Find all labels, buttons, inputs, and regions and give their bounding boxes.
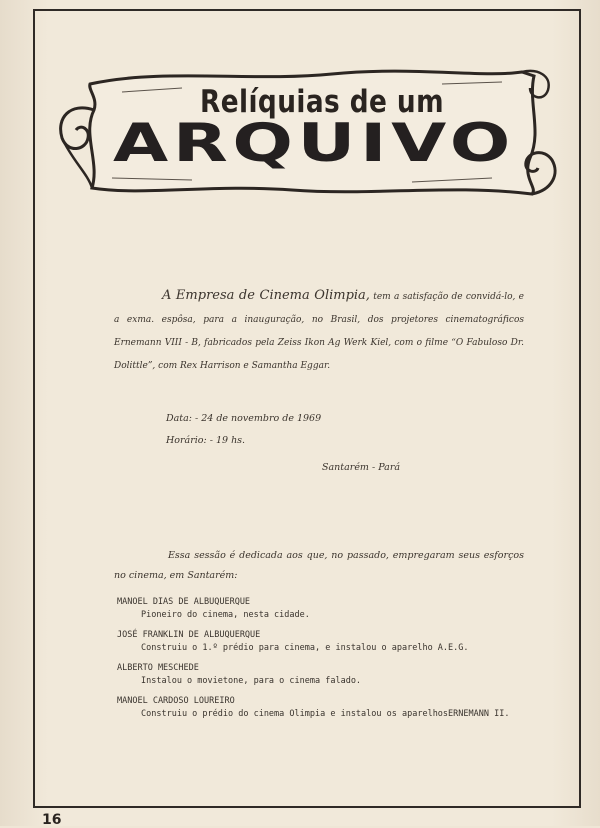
honorees-list <box>117 596 537 728</box>
invitation-paragraph <box>114 284 524 378</box>
honoree-name: MANOEL DIAS DE ALBUQUERQUE <box>117 597 251 607</box>
invitation-body: tem a satisfação de convidá-lo, e a exma. espôsa, para a inauguração, no Brasil, dos projetores cinematográficos Ernemann VIII - B, fabricados pela Zeiss Ikon Ag Werk Kiel, com o filme “O Fabuloso Dr. Dolittle”, com Rex Harrison e Samantha Eggar. <box>114 292 524 371</box>
scroll-banner <box>52 62 564 202</box>
event-place: Santarém - Pará <box>322 462 401 473</box>
dedication-text: Essa sessão é dedicada aos que, no passado, empregaram seus esforços no cinema, em Santarém: <box>114 550 524 581</box>
list-item <box>117 596 537 622</box>
list-item <box>117 695 537 721</box>
event-time: Horário: - 19 hs. <box>166 435 246 446</box>
invitation-lead: A Empresa de Cinema Olimpia, <box>162 288 370 303</box>
dedication-paragraph <box>114 546 524 586</box>
list-item <box>117 662 537 688</box>
event-details <box>166 408 321 452</box>
list-item <box>117 629 537 655</box>
honoree-desc: Instalou o movietone, para o cinema falado. <box>141 676 362 686</box>
honoree-name: MANOEL CARDOSO LOUREIRO <box>117 696 235 706</box>
honoree-desc: Pioneiro do cinema, nesta cidade. <box>141 610 310 620</box>
event-date: Data: - 24 de novembro de 1969 <box>166 413 322 424</box>
honoree-name: JOSÉ FRANKLIN DE ALBUQUERQUE <box>117 630 261 640</box>
title-line-2: ARQUIVO <box>113 111 515 174</box>
title-line-1: Relíquias de um <box>199 84 445 120</box>
honoree-name: ALBERTO MESCHEDE <box>117 663 199 673</box>
page-number: 16 <box>42 812 62 828</box>
honoree-desc: Construiu o 1.º prédio para cinema, e instalou o aparelho A.E.G. <box>141 643 469 653</box>
honoree-desc: Construiu o prédio do cinema Olimpia e instalou os aparelhosERNEMANN II. <box>141 709 510 719</box>
